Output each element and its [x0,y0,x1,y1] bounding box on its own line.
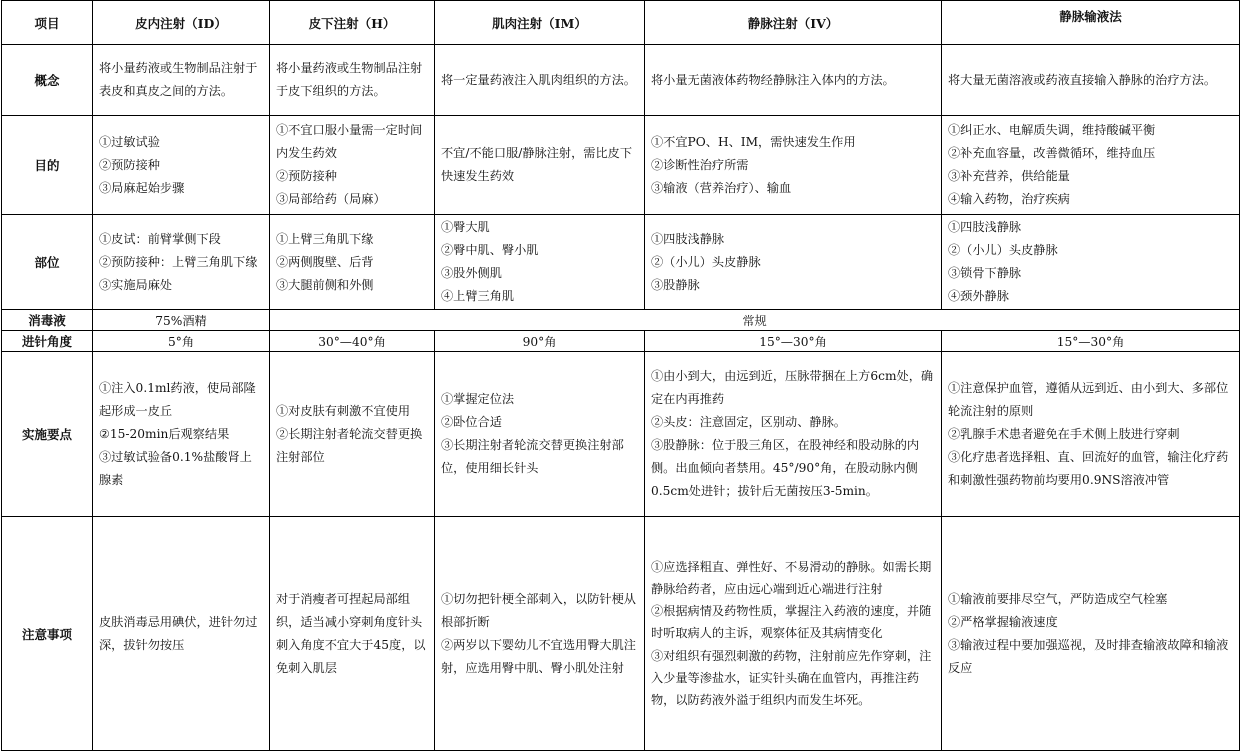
row-site [2,215,1240,310]
table-cell: 将大量无菌溶液或药液直接输入静脉的治疗方法。 [942,45,1240,116]
table-cell: ①对皮肤有刺激不宜使用 ②长期注射者轮流交替更换注射部位 [270,352,435,517]
table-cell: 15°—30°角 [942,331,1240,352]
header-subcutaneous: 皮下注射（H） [270,1,435,45]
header-intravenous: 静脉注射（IV） [645,1,942,45]
table-cell: 5°角 [93,331,270,352]
row-purpose [2,116,1240,215]
table-cell: ①皮试：前臂掌侧下段 ②预防接种：上臂三角肌下缘 ③实施局麻处 [93,215,270,310]
table-cell: ①切勿把针梗全部刺入，以防针梗从根部折断 ②两岁以下婴幼儿不宜选用臀大肌注射，应选用臀中肌、臀小肌处注射 [435,517,645,751]
row-label: 目的 [2,116,93,215]
table-cell-merged: 常规 [270,310,1240,331]
table-cell: 将一定量药液注入肌肉组织的方法。 [435,45,645,116]
row-label: 概念 [2,45,93,116]
header-item: 项目 [2,1,93,45]
table-cell: ①臀大肌 ②臀中肌、臀小肌 ③股外侧肌 ④上臂三角肌 [435,215,645,310]
row-key-points [2,352,1240,517]
row-label: 进针角度 [2,331,93,352]
injection-comparison-table [1,0,1240,751]
table-cell: ①过敏试验 ②预防接种 ③局麻起始步骤 [93,116,270,215]
table-cell: 90°角 [435,331,645,352]
table-cell: ①由小到大，由远到近，压脉带捆在上方6cm处，确定在内再推药 ②头皮：注意固定，区别动、静脉。 ③股静脉：位于股三角区，在股神经和股动脉的内侧。出血倾向者禁用。45°/90°角，在股动脉内侧0.5cm处进针；拔针后无菌按压3-5min。 [645,352,942,517]
header-infusion: 静脉输液法 [942,1,1240,45]
row-angle [2,331,1240,352]
table-cell: ①上臂三角肌下缘 ②两侧腹壁、后背 ③大腿前侧和外侧 [270,215,435,310]
table-cell: ①四肢浅静脉 ②（小儿）头皮静脉 ③锁骨下静脉 ④颈外静脉 [942,215,1240,310]
table-cell: 75%酒精 [93,310,270,331]
table-cell: ①应选择粗直、弹性好、不易滑动的静脉。如需长期静脉给药者，应由远心端到近心端进行注射 ②根据病情及药物性质，掌握注入药液的速度，并随时听取病人的主诉，观察体征及其病情变化 ③对组织有强烈刺激的药物，注射前应先作穿刺，注入少量等渗盐水，证实针头确在血管内，再推注药物，以防药液外溢于组织内而发生坏死。 [645,517,942,751]
table-cell: ①不宜PO、H、IM，需快速发生作用 ②诊断性治疗所需 ③输液（营养治疗）、输血 [645,116,942,215]
table-cell: ①纠正水、电解质失调，维持酸碱平衡 ②补充血容量，改善微循环，维持血压 ③补充营养，供给能量 ④输入药物，治疗疾病 [942,116,1240,215]
row-label: 实施要点 [2,352,93,517]
table-cell: 对于消瘦者可捏起局部组织，适当减小穿刺角度针头刺入角度不宜大于45度，以免刺入肌层 [270,517,435,751]
header-row [2,1,1240,45]
table-cell: ①输液前要排尽空气，严防造成空气栓塞 ②严格掌握输液速度 ③输液过程中要加强巡视，及时排查输液故障和输液反应 [942,517,1240,751]
table-cell: ①注意保护血管，遵循从远到近、由小到大、多部位轮流注射的原则 ②乳腺手术患者避免在手术侧上肢进行穿刺 ③化疗患者选择粗、直、回流好的血管，输注化疗药和刺激性强药物前均要用0.9NS溶液冲管 [942,352,1240,517]
table-cell: 30°—40°角 [270,331,435,352]
header-intradermal: 皮内注射（ID） [93,1,270,45]
row-label: 部位 [2,215,93,310]
row-label: 注意事项 [2,517,93,751]
row-precautions [2,517,1240,751]
table-cell: 不宜/不能口服/静脉注射，需比皮下快速发生药效 [435,116,645,215]
table-cell: 皮肤消毒忌用碘伏，进针勿过深，拔针勿按压 [93,517,270,751]
table-cell: 15°—30°角 [645,331,942,352]
table-cell: ①掌握定位法 ②卧位合适 ③长期注射者轮流交替更换注射部位，使用细长针头 [435,352,645,517]
table-cell: ①四肢浅静脉 ②（小儿）头皮静脉 ③股静脉 [645,215,942,310]
row-disinfectant [2,310,1240,331]
table-cell: 将小量无菌液体药物经静脉注入体内的方法。 [645,45,942,116]
table-cell: ①不宜口服小量需一定时间内发生药效 ②预防接种 ③局部给药（局麻） [270,116,435,215]
table-cell: ①注入0.1ml药液，使局部隆起形成一皮丘 ②15-20min后观察结果 ③过敏试验备0.1%盐酸肾上腺素 [93,352,270,517]
row-label: 消毒液 [2,310,93,331]
table-cell: 将小量药液或生物制品注射于皮下组织的方法。 [270,45,435,116]
table-cell: 将小量药液或生物制品注射于表皮和真皮之间的方法。 [93,45,270,116]
header-intramuscular: 肌肉注射（IM） [435,1,645,45]
row-concept [2,45,1240,116]
